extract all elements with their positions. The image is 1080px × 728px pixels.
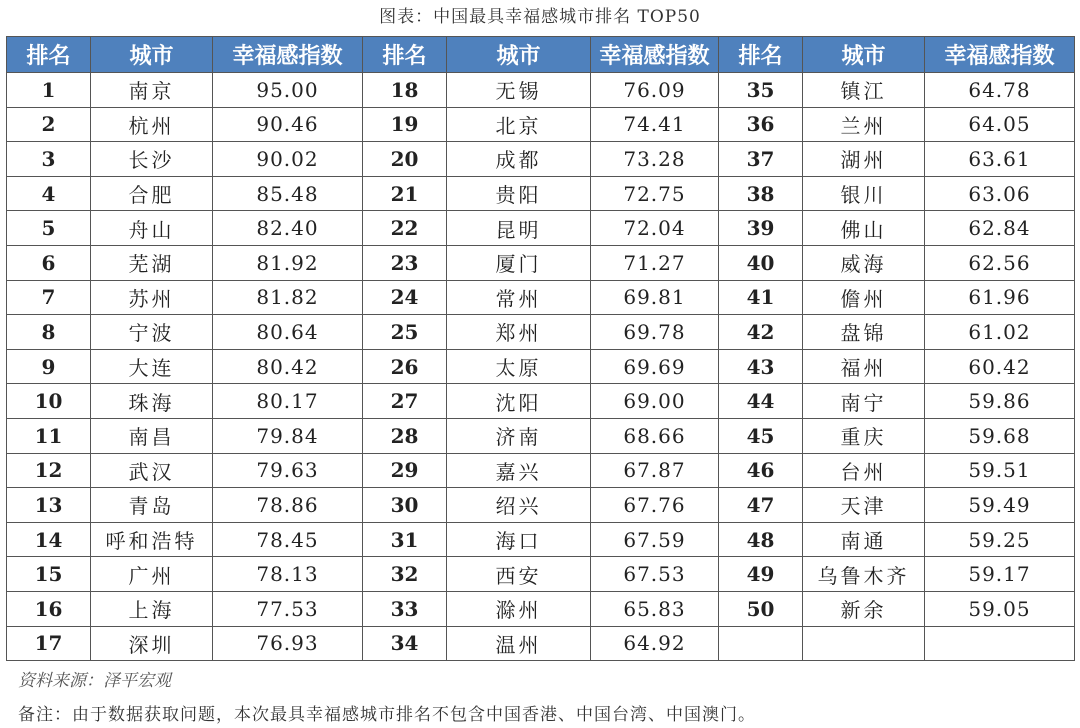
table-caption: 图表：中国最具幸福感城市排名 TOP50 bbox=[379, 7, 701, 27]
rank-cell: 4 bbox=[7, 176, 91, 211]
score-cell: 81.92 bbox=[213, 245, 363, 280]
score-cell: 76.09 bbox=[591, 73, 719, 108]
score-cell: 77.53 bbox=[213, 591, 363, 626]
rank-cell: 7 bbox=[7, 280, 91, 315]
header-city: 城市 bbox=[91, 37, 213, 73]
table-row bbox=[7, 384, 1075, 419]
score-cell: 90.02 bbox=[213, 142, 363, 177]
city-cell: 西安 bbox=[447, 557, 591, 592]
score-cell: 67.76 bbox=[591, 488, 719, 523]
source-note: 资料来源：泽平宏观 bbox=[18, 671, 171, 691]
table-row bbox=[7, 211, 1075, 246]
rank-cell: 12 bbox=[7, 453, 91, 488]
score-cell: 62.56 bbox=[925, 245, 1075, 280]
score-cell: 68.66 bbox=[591, 418, 719, 453]
city-cell: 台州 bbox=[803, 453, 925, 488]
city-cell: 南通 bbox=[803, 522, 925, 557]
rank-cell: 5 bbox=[7, 211, 91, 246]
header-index: 幸福感指数 bbox=[591, 37, 719, 73]
table-row bbox=[7, 522, 1075, 557]
rank-cell: 16 bbox=[7, 591, 91, 626]
rank-cell: 31 bbox=[363, 522, 447, 557]
table-row bbox=[7, 315, 1075, 350]
rank-cell: 50 bbox=[719, 591, 803, 626]
city-cell: 合肥 bbox=[91, 176, 213, 211]
rank-cell: 46 bbox=[719, 453, 803, 488]
city-cell: 武汉 bbox=[91, 453, 213, 488]
rank-cell: 2 bbox=[7, 107, 91, 142]
header-rank: 排名 bbox=[7, 37, 91, 73]
city-cell: 镇江 bbox=[803, 73, 925, 108]
score-cell: 67.59 bbox=[591, 522, 719, 557]
rank-cell: 9 bbox=[7, 349, 91, 384]
table-row bbox=[7, 280, 1075, 315]
rank-cell: 30 bbox=[363, 488, 447, 523]
table-row bbox=[7, 107, 1075, 142]
score-cell: 63.61 bbox=[925, 142, 1075, 177]
rank-cell: 11 bbox=[7, 418, 91, 453]
city-cell: 沈阳 bbox=[447, 384, 591, 419]
rank-cell: 3 bbox=[7, 142, 91, 177]
score-cell: 80.64 bbox=[213, 315, 363, 350]
rank-cell: 42 bbox=[719, 315, 803, 350]
city-cell: 南昌 bbox=[91, 418, 213, 453]
rank-cell: 34 bbox=[363, 626, 447, 661]
score-cell: 62.84 bbox=[925, 211, 1075, 246]
city-cell: 海口 bbox=[447, 522, 591, 557]
rank-cell: 32 bbox=[363, 557, 447, 592]
city-cell: 绍兴 bbox=[447, 488, 591, 523]
rank-cell: 10 bbox=[7, 384, 91, 419]
rank-cell: 45 bbox=[719, 418, 803, 453]
score-cell: 61.02 bbox=[925, 315, 1075, 350]
ranking-table bbox=[6, 36, 1075, 661]
city-cell: 北京 bbox=[447, 107, 591, 142]
city-cell: 温州 bbox=[447, 626, 591, 661]
header-index: 幸福感指数 bbox=[925, 37, 1075, 73]
city-cell: 呼和浩特 bbox=[91, 522, 213, 557]
score-cell: 79.63 bbox=[213, 453, 363, 488]
city-cell: 盘锦 bbox=[803, 315, 925, 350]
table-row bbox=[7, 73, 1075, 108]
rank-cell: 37 bbox=[719, 142, 803, 177]
score-cell: 64.05 bbox=[925, 107, 1075, 142]
rank-cell: 27 bbox=[363, 384, 447, 419]
rank-cell bbox=[719, 626, 803, 661]
city-cell: 儋州 bbox=[803, 280, 925, 315]
city-cell: 珠海 bbox=[91, 384, 213, 419]
score-cell: 85.48 bbox=[213, 176, 363, 211]
city-cell: 银川 bbox=[803, 176, 925, 211]
city-cell: 郑州 bbox=[447, 315, 591, 350]
rank-cell: 38 bbox=[719, 176, 803, 211]
header-index: 幸福感指数 bbox=[213, 37, 363, 73]
score-cell: 59.05 bbox=[925, 591, 1075, 626]
city-cell: 深圳 bbox=[91, 626, 213, 661]
score-cell: 67.87 bbox=[591, 453, 719, 488]
table-row bbox=[7, 557, 1075, 592]
rank-cell: 41 bbox=[719, 280, 803, 315]
rank-cell: 28 bbox=[363, 418, 447, 453]
rank-cell: 48 bbox=[719, 522, 803, 557]
city-cell: 苏州 bbox=[91, 280, 213, 315]
header-city: 城市 bbox=[803, 37, 925, 73]
city-cell: 兰州 bbox=[803, 107, 925, 142]
city-cell: 舟山 bbox=[91, 211, 213, 246]
city-cell: 济南 bbox=[447, 418, 591, 453]
score-cell: 76.93 bbox=[213, 626, 363, 661]
score-cell: 72.04 bbox=[591, 211, 719, 246]
rank-cell: 20 bbox=[363, 142, 447, 177]
table-row bbox=[7, 349, 1075, 384]
city-cell: 昆明 bbox=[447, 211, 591, 246]
rank-cell: 40 bbox=[719, 245, 803, 280]
city-cell: 厦门 bbox=[447, 245, 591, 280]
rank-cell: 36 bbox=[719, 107, 803, 142]
score-cell: 78.13 bbox=[213, 557, 363, 592]
score-cell: 59.68 bbox=[925, 418, 1075, 453]
city-cell: 威海 bbox=[803, 245, 925, 280]
city-cell bbox=[803, 626, 925, 661]
rank-cell: 33 bbox=[363, 591, 447, 626]
score-cell: 80.42 bbox=[213, 349, 363, 384]
city-cell: 上海 bbox=[91, 591, 213, 626]
rank-cell: 6 bbox=[7, 245, 91, 280]
score-cell: 59.49 bbox=[925, 488, 1075, 523]
score-cell: 59.17 bbox=[925, 557, 1075, 592]
rank-cell: 47 bbox=[719, 488, 803, 523]
header-row bbox=[7, 37, 1075, 73]
rank-cell: 14 bbox=[7, 522, 91, 557]
city-cell: 宁波 bbox=[91, 315, 213, 350]
city-cell: 湖州 bbox=[803, 142, 925, 177]
rank-cell: 19 bbox=[363, 107, 447, 142]
score-cell: 79.84 bbox=[213, 418, 363, 453]
score-cell: 69.69 bbox=[591, 349, 719, 384]
score-cell: 63.06 bbox=[925, 176, 1075, 211]
table-row bbox=[7, 418, 1075, 453]
rank-cell: 26 bbox=[363, 349, 447, 384]
city-cell: 青岛 bbox=[91, 488, 213, 523]
rank-cell: 49 bbox=[719, 557, 803, 592]
city-cell: 贵阳 bbox=[447, 176, 591, 211]
city-cell: 南京 bbox=[91, 73, 213, 108]
table-row bbox=[7, 245, 1075, 280]
score-cell: 69.78 bbox=[591, 315, 719, 350]
score-cell: 95.00 bbox=[213, 73, 363, 108]
score-cell: 73.28 bbox=[591, 142, 719, 177]
city-cell: 天津 bbox=[803, 488, 925, 523]
city-cell: 佛山 bbox=[803, 211, 925, 246]
rank-cell: 21 bbox=[363, 176, 447, 211]
score-cell: 61.96 bbox=[925, 280, 1075, 315]
score-cell: 69.81 bbox=[591, 280, 719, 315]
city-cell: 嘉兴 bbox=[447, 453, 591, 488]
score-cell: 80.17 bbox=[213, 384, 363, 419]
score-cell: 64.92 bbox=[591, 626, 719, 661]
city-cell: 太原 bbox=[447, 349, 591, 384]
score-cell: 71.27 bbox=[591, 245, 719, 280]
score-cell: 64.78 bbox=[925, 73, 1075, 108]
score-cell: 59.51 bbox=[925, 453, 1075, 488]
city-cell: 滁州 bbox=[447, 591, 591, 626]
rank-cell: 25 bbox=[363, 315, 447, 350]
score-cell: 78.45 bbox=[213, 522, 363, 557]
score-cell: 59.86 bbox=[925, 384, 1075, 419]
city-cell: 乌鲁木齐 bbox=[803, 557, 925, 592]
city-cell: 常州 bbox=[447, 280, 591, 315]
rank-cell: 8 bbox=[7, 315, 91, 350]
rank-cell: 29 bbox=[363, 453, 447, 488]
score-cell: 74.41 bbox=[591, 107, 719, 142]
score-cell: 78.86 bbox=[213, 488, 363, 523]
score-cell bbox=[925, 626, 1075, 661]
city-cell: 无锡 bbox=[447, 73, 591, 108]
score-cell: 69.00 bbox=[591, 384, 719, 419]
table-row bbox=[7, 142, 1075, 177]
city-cell: 芜湖 bbox=[91, 245, 213, 280]
rank-cell: 24 bbox=[363, 280, 447, 315]
rank-cell: 18 bbox=[363, 73, 447, 108]
table-body bbox=[7, 73, 1075, 661]
table-row bbox=[7, 176, 1075, 211]
city-cell: 长沙 bbox=[91, 142, 213, 177]
rank-cell: 35 bbox=[719, 73, 803, 108]
score-cell: 90.46 bbox=[213, 107, 363, 142]
rank-cell: 39 bbox=[719, 211, 803, 246]
score-cell: 72.75 bbox=[591, 176, 719, 211]
rank-cell: 44 bbox=[719, 384, 803, 419]
rank-cell: 23 bbox=[363, 245, 447, 280]
city-cell: 新余 bbox=[803, 591, 925, 626]
city-cell: 南宁 bbox=[803, 384, 925, 419]
city-cell: 广州 bbox=[91, 557, 213, 592]
table-row bbox=[7, 591, 1075, 626]
header-rank: 排名 bbox=[363, 37, 447, 73]
score-cell: 59.25 bbox=[925, 522, 1075, 557]
table-row bbox=[7, 453, 1075, 488]
city-cell: 大连 bbox=[91, 349, 213, 384]
table-row bbox=[7, 626, 1075, 661]
rank-cell: 15 bbox=[7, 557, 91, 592]
score-cell: 81.82 bbox=[213, 280, 363, 315]
header-rank: 排名 bbox=[719, 37, 803, 73]
city-cell: 福州 bbox=[803, 349, 925, 384]
score-cell: 82.40 bbox=[213, 211, 363, 246]
city-cell: 杭州 bbox=[91, 107, 213, 142]
rank-cell: 43 bbox=[719, 349, 803, 384]
rank-cell: 1 bbox=[7, 73, 91, 108]
rank-cell: 17 bbox=[7, 626, 91, 661]
city-cell: 成都 bbox=[447, 142, 591, 177]
header-city: 城市 bbox=[447, 37, 591, 73]
score-cell: 60.42 bbox=[925, 349, 1075, 384]
footnote: 备注：由于数据获取问题，本次最具幸福感城市排名不包含中国香港、中国台湾、中国澳门。 bbox=[18, 705, 756, 725]
rank-cell: 13 bbox=[7, 488, 91, 523]
score-cell: 65.83 bbox=[591, 591, 719, 626]
table-row bbox=[7, 488, 1075, 523]
rank-cell: 22 bbox=[363, 211, 447, 246]
city-cell: 重庆 bbox=[803, 418, 925, 453]
score-cell: 67.53 bbox=[591, 557, 719, 592]
